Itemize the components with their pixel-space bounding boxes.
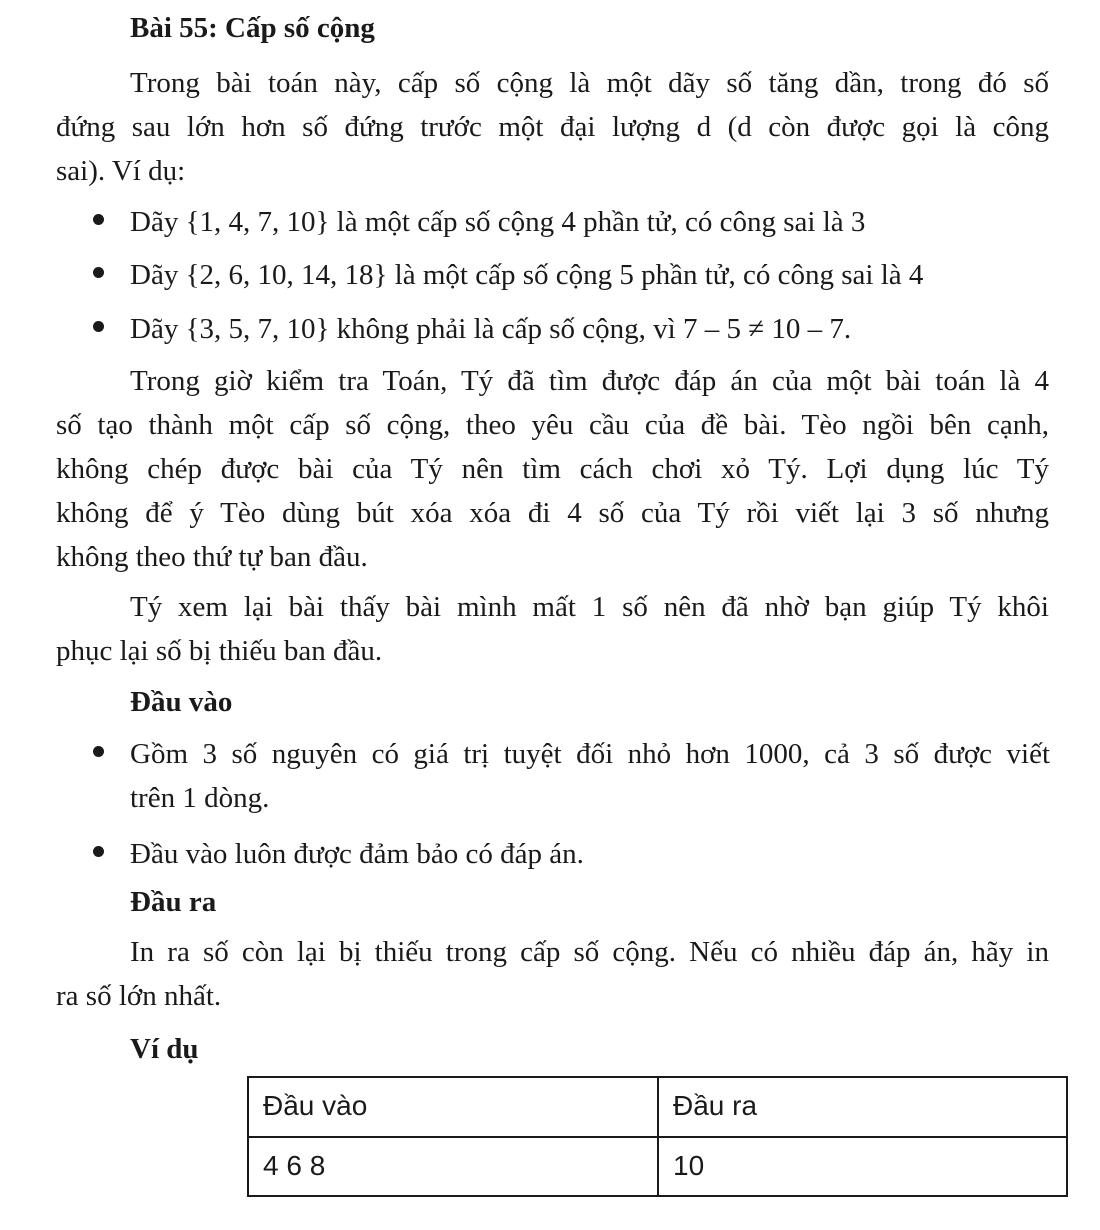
bullet-dot-icon (93, 746, 104, 757)
story-line-2: số tạo thành một cấp số cộng, theo yêu cầu của đề bài. Tèo ngồi bên cạnh, (56, 409, 1049, 441)
example-bullet-1: Dãy {1, 4, 7, 10} là một cấp số cộng 4 phần tử, có công sai là 3 (130, 200, 1050, 244)
input-heading: Đầu vào (130, 686, 233, 718)
output-line-1: In ra số còn lại bị thiếu trong cấp số cộng. Nếu có nhiều đáp án, hãy in (130, 936, 1049, 968)
bullet-dot-icon (93, 321, 104, 332)
intro-line-1: Trong bài toán này, cấp số cộng là một dãy số tăng dần, trong đó số (130, 67, 1049, 99)
example-bullet-2: Dãy {2, 6, 10, 14, 18} là một cấp số cộng 5 phần tử, có công sai là 4 (130, 253, 1050, 297)
bullet-dot-icon (93, 846, 104, 857)
intro-line-2: đứng sau lớn hơn số đứng trước một đại lượng d (d còn được gọi là công (56, 111, 1049, 143)
story-paragraph (56, 359, 1049, 579)
bullet-dot-icon (93, 214, 104, 225)
example-bullet-3: Dãy {3, 5, 7, 10} không phải là cấp số cộng, vì 7 – 5 ≠ 10 – 7. (130, 307, 1050, 351)
input-bullet-1: Gồm 3 số nguyên có giá trị tuyệt đối nhỏ hơn 1000, cả 3 số được viết trên 1 dòng. (130, 732, 1050, 820)
table-header-row (249, 1078, 1066, 1138)
table-header-output: Đầu ra (673, 1090, 758, 1121)
output-paragraph (56, 930, 1049, 1018)
story-line-4: không để ý Tèo dùng bút xóa xóa đi 4 số của Tý rồi viết lại 3 số nhưng (56, 497, 1049, 529)
table-cell-input: 4 6 8 (263, 1150, 326, 1181)
intro-line-3: sai). Ví dụ: (56, 155, 186, 187)
table-header-input: Đầu vào (263, 1090, 368, 1121)
story-line-3: không chép được bài của Tý nên tìm cách chơi xỏ Tý. Lợi dụng lúc Tý (56, 453, 1049, 485)
problem-title: Bài 55: Cấp số cộng (130, 12, 375, 44)
output-heading: Đầu ra (130, 886, 217, 918)
story-line-5: không theo thứ tự ban đầu. (56, 541, 368, 573)
table-cell-output: 10 (673, 1150, 705, 1181)
example-table (247, 1076, 1068, 1197)
bullet-dot-icon (93, 267, 104, 278)
story2-line-1: Tý xem lại bài thấy bài mình mất 1 số nên đã nhờ bạn giúp Tý khôi (130, 591, 1049, 623)
story2-paragraph (56, 585, 1049, 673)
story2-line-2: phục lại số bị thiếu ban đầu. (56, 635, 383, 667)
table-row (249, 1138, 1066, 1196)
story-line-1: Trong giờ kiểm tra Toán, Tý đã tìm được đáp án của một bài toán là 4 (130, 365, 1049, 397)
output-line-2: ra số lớn nhất. (56, 980, 222, 1012)
example-heading: Ví dụ (130, 1033, 199, 1065)
input-bullet-2: Đầu vào luôn được đảm bảo có đáp án. (130, 832, 1050, 876)
intro-paragraph (56, 61, 1049, 193)
